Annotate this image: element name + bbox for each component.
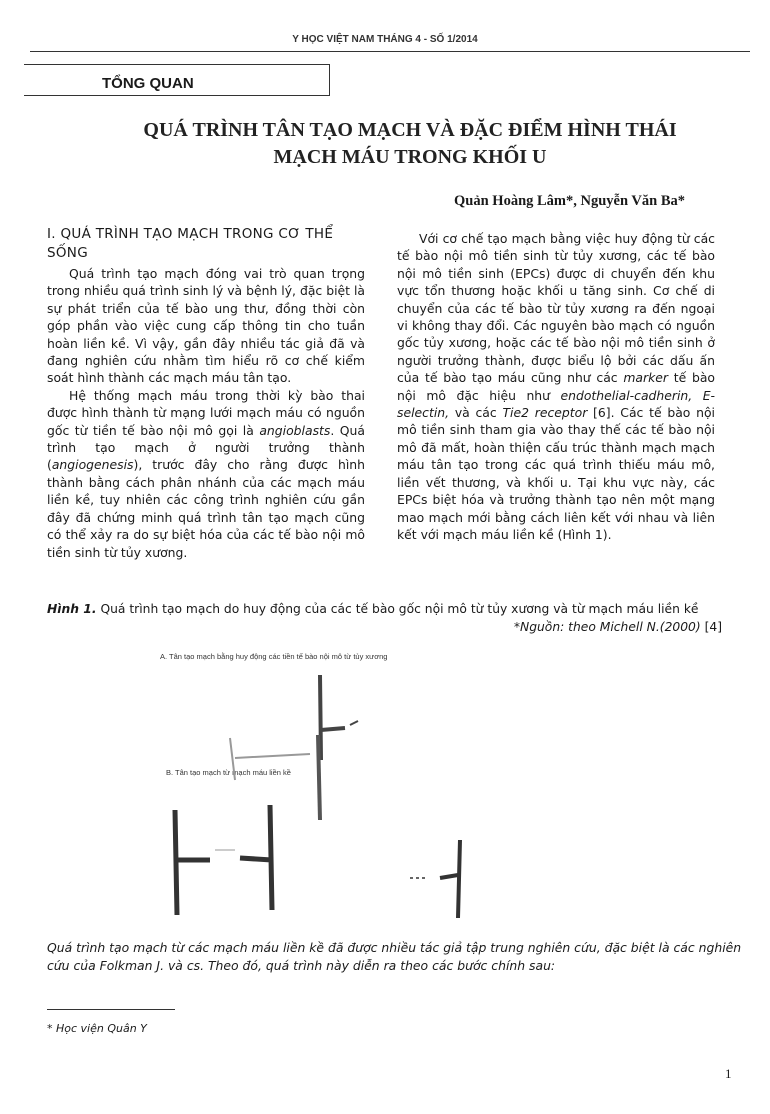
paragraph [47, 387, 365, 561]
text: [6]. Các tế bào nội mô tiền sinh tham gia vào thay thế các tế bào nội mô đã mất, hoàn thiện cấu trúc thành mạch mạch máu tân tạo trong các quá trình thiếu máu mô, liền vết thương, và khối u. Tại khu vực này, các EPCs biệt hóa và trưởng thành tạo nên một mạng mao mạch mới bằng cách liên kết với nhau và liên kết với mạch máu liền kề (Hình 1). [397, 405, 715, 542]
header-rule [30, 51, 750, 52]
text: . Quá trình tạo mạch ở người trưởng thành ( [47, 422, 365, 473]
body-paragraph: Quá trình tạo mạch từ các mạch máu liền kề đã được nhiều tác giả tập trung nghiên cứu, đặc biệt là các nghiên cứu của Folkman J. và cs. Theo đó, quá trình này diễn ra theo các bước chính sau: [47, 940, 742, 973]
figure-label: Hình 1. [47, 602, 97, 616]
left-column [47, 225, 365, 561]
italic-term: angiogenesis [51, 457, 134, 473]
caption-text: Quá trình tạo mạch do huy động của các tế bào gốc nội mô từ tủy xương và từ mạch máu liền kề [96, 602, 699, 616]
section-heading: I. QUÁ TRÌNH TẠO MẠCH TRONG CƠ THỂ SỐNG [47, 226, 334, 261]
text: Hệ thống mạch máu trong thời kỳ bào thai được hình thành từ mạng lưới mạch máu có nguồn gốc từ tiền tế bào nội mô gọi là [47, 387, 365, 438]
paragraph [397, 230, 715, 543]
page-number: 1 [725, 1066, 732, 1081]
italic-term: angioblasts [259, 422, 331, 438]
figure-caption [47, 602, 747, 616]
section-label: TỔNG QUAN [102, 75, 194, 92]
panel-a-label: A. Tân tạo mạch bằng huy động các tiền tế bào nội mô từ tủy xương [160, 652, 388, 661]
italic-term: endothelial-cadherin, E-selectin, [397, 387, 715, 421]
authors: Quản Hoàng Lâm*, Nguyễn Văn Ba* [454, 193, 685, 209]
footnote: * Học viện Quân Y [47, 1022, 147, 1035]
panel-a-vessels [230, 675, 358, 820]
text: và các [449, 405, 503, 421]
panel-b-label: B. Tân tạo mạch từ mạch máu liền kề [166, 768, 291, 777]
title-line-1: QUÁ TRÌNH TÂN TẠO MẠCH VÀ ĐẶC ĐIỂM HÌNH THÁI [143, 119, 677, 141]
figure-source [514, 620, 722, 634]
footnote-rule [47, 1009, 175, 1010]
running-header: Y HỌC VIỆT NAM THÁNG 4 - SỐ 1/2014 [292, 34, 478, 45]
panel-b-vessels [175, 805, 460, 918]
title-line-2: MẠCH MÁU TRONG KHỐI U [273, 146, 547, 168]
italic-term: Tie2 receptor [502, 405, 588, 421]
right-column [397, 230, 715, 543]
text: ), trước đây cho rằng được hình thành bằng cách phân nhánh của các mạch máu liền kề, tuy nhiên các công trình nghiên cứu gần đây đã chứng minh quá trình tân tạo mạch cũng có thể xảy ra do sự biệt hóa của các tế bào nội mô tiền sinh từ tủy xương. [47, 457, 365, 560]
text: Với cơ chế tạo mạch bằng việc huy động từ các tế bào nội mô tiền sinh từ tủy xương, các tế bào nội mô tiền sinh (EPCs) được di chuyển đến khu vực tổn thương hoặc khối u tăng sinh. Cơ chế di chuyển của các tế bào từ tủy xương ra đến ngoại vi không thay đổi. Các nguyên bào mạch có nguồn gốc tủy xương, hoặc các tế bào nội mô tiền sinh ở người trưởng thành, được biểu lộ bởi các dấu ấn của tế bào tạo máu cũng như các [397, 231, 715, 386]
paragraph: Quá trình tạo mạch đóng vai trò quan trọng trong nhiều quá trình sinh lý và bệnh lý, đặc biệt là sự phát triển của tế bào ung thư, đồng thời còn góp phần vào việc cung cấp thông tin cho tuần hoàn liền kề. Vì vậy, gần đây nhiều tác giả đã và đang nghiên cứu nhằm tìm hiểu rõ cơ chế kiểm soát hình thành các mạch máu tân tạo. [47, 266, 365, 386]
text: tế bào nội mô đặc hiệu như [397, 370, 716, 403]
source-ref: [4] [700, 620, 722, 634]
article-title [60, 117, 760, 171]
angiogenesis-figure [140, 660, 580, 930]
italic-term: marker [623, 370, 669, 386]
source-text: *Nguồn: theo Michell N.(2000) [513, 620, 701, 634]
